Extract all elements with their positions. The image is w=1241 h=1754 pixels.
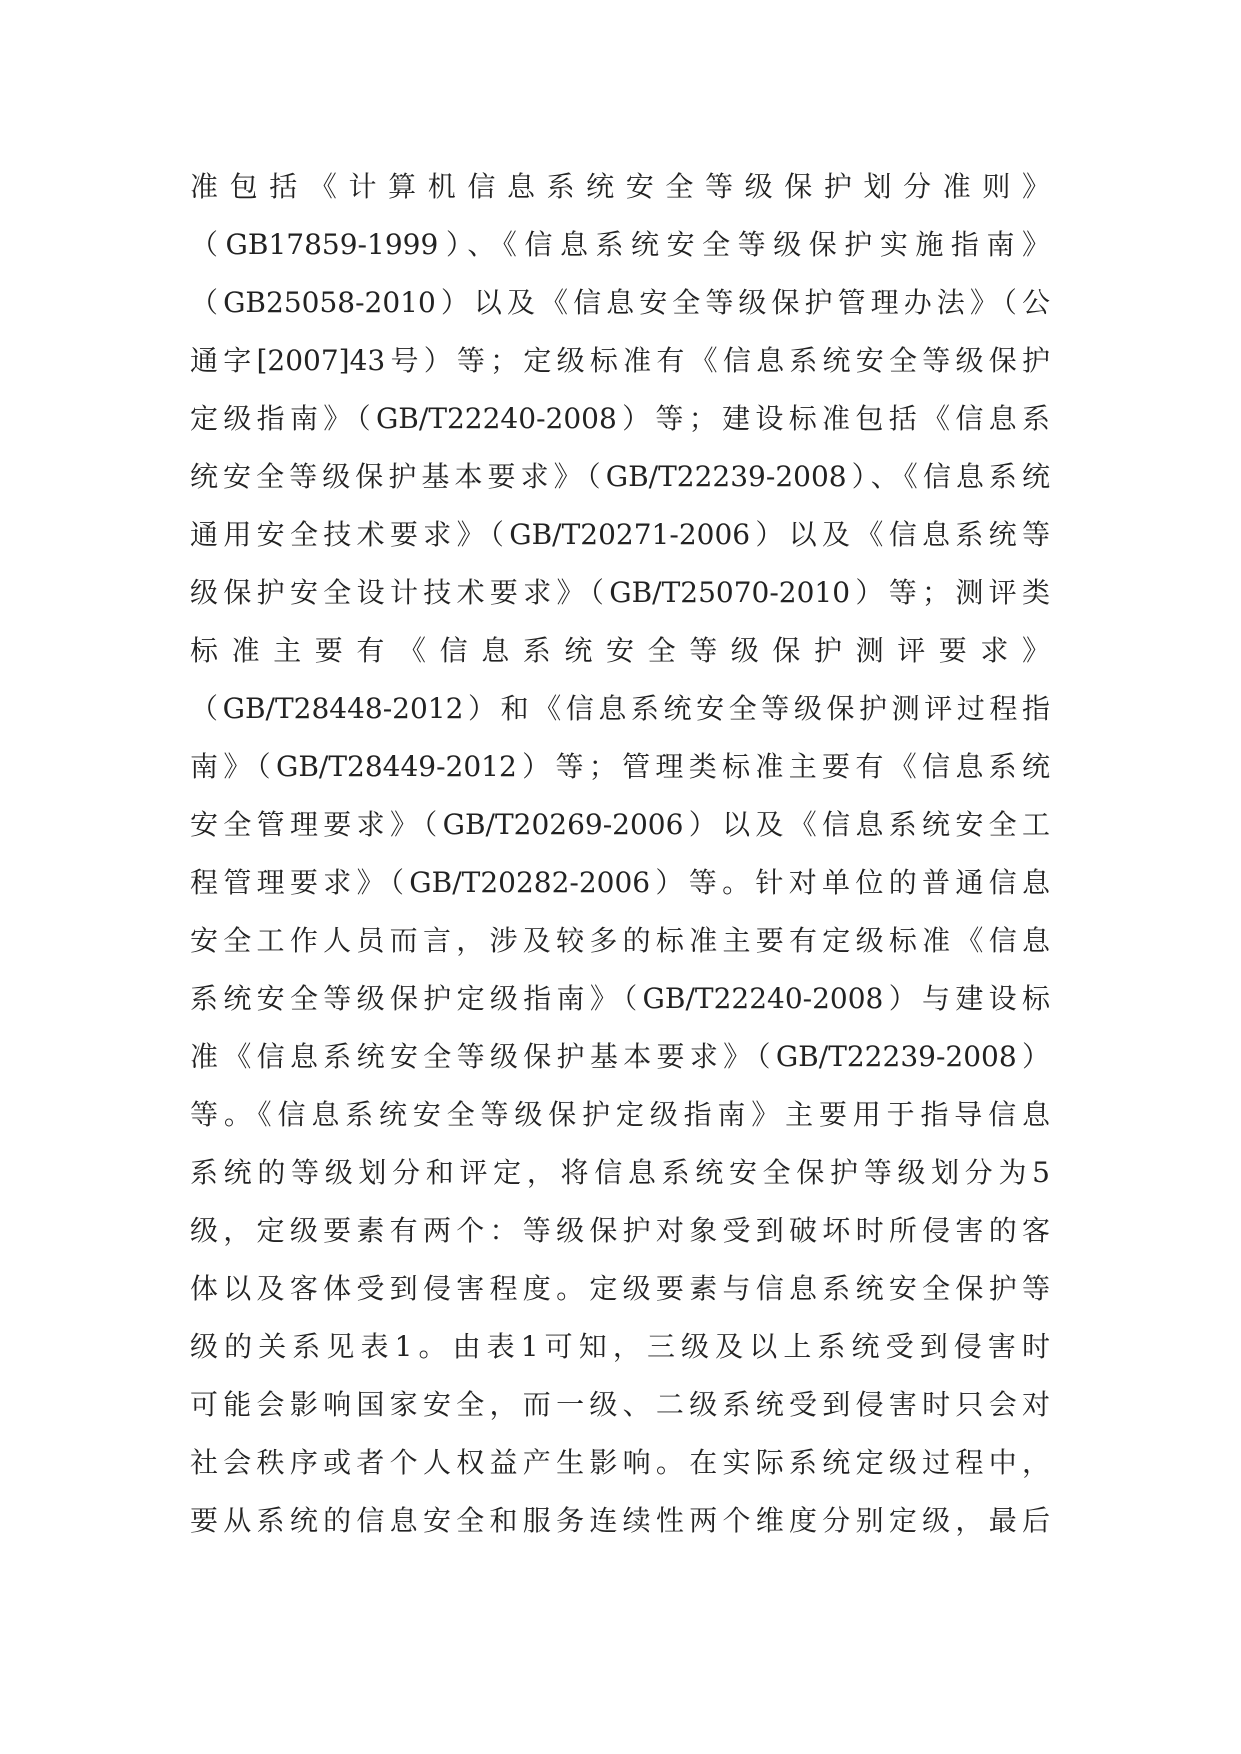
text-line: 体以及客体受到侵害程度。定级要素与信息系统安全保护等 [190, 1272, 1050, 1305]
text-line: （GB25058-2010）以及《信息安全等级保护管理办法》（公 [190, 286, 1050, 319]
text-line: 要从系统的信息安全和服务连续性两个维度分别定级，最后 [190, 1504, 1050, 1537]
text-line: 级保护安全设计技术要求》（GB/T25070-2010）等；测评类 [190, 576, 1050, 609]
text-line: （GB17859-1999）、《信息系统安全等级保护实施指南》 [190, 228, 1050, 261]
text-line: 系统安全等级保护定级指南》（GB/T22240-2008）与建设标 [190, 982, 1050, 1015]
body-text [190, 158, 1050, 1550]
text-line: （GB/T28448-2012）和《信息系统安全等级保护测评过程指 [190, 692, 1050, 725]
text-line: 级，定级要素有两个：等级保护对象受到破坏时所侵害的客 [190, 1214, 1050, 1247]
text-line: 等。《信息系统安全等级保护定级指南》主要用于指导信息 [190, 1098, 1050, 1131]
text-line: 安全工作人员而言，涉及较多的标准主要有定级标准《信息 [190, 924, 1050, 957]
text-line: 可能会影响国家安全，而一级、二级系统受到侵害时只会对 [190, 1388, 1050, 1421]
text-line: 准《信息系统安全等级保护基本要求》（GB/T22239-2008） [190, 1040, 1050, 1073]
text-line: 标准主要有《信息系统安全等级保护测评要求》 [190, 634, 1050, 667]
text-line: 社会秩序或者个人权益产生影响。在实际系统定级过程中， [190, 1446, 1050, 1479]
text-line: 通用安全技术要求》（GB/T20271-2006）以及《信息系统等 [190, 518, 1050, 551]
text-line: 统安全等级保护基本要求》（GB/T22239-2008）、《信息系统 [190, 460, 1050, 493]
text-line: 通字[2007]43号）等；定级标准有《信息系统安全等级保护 [190, 344, 1050, 377]
text-line: 南》（GB/T28449-2012）等；管理类标准主要有《信息系统 [190, 750, 1050, 783]
text-line: 定级指南》（GB/T22240-2008）等；建设标准包括《信息系 [190, 402, 1050, 435]
text-line: 安全管理要求》（GB/T20269-2006）以及《信息系统安全工 [190, 808, 1050, 841]
text-line: 准包括《计算机信息系统安全等级保护划分准则》 [190, 170, 1050, 203]
text-line: 程管理要求》（GB/T20282-2006）等。针对单位的普通信息 [190, 866, 1050, 899]
text-line: 系统的等级划分和评定，将信息系统安全保护等级划分为5 [190, 1156, 1050, 1189]
text-line: 级的关系见表1。由表1可知，三级及以上系统受到侵害时 [190, 1330, 1050, 1363]
